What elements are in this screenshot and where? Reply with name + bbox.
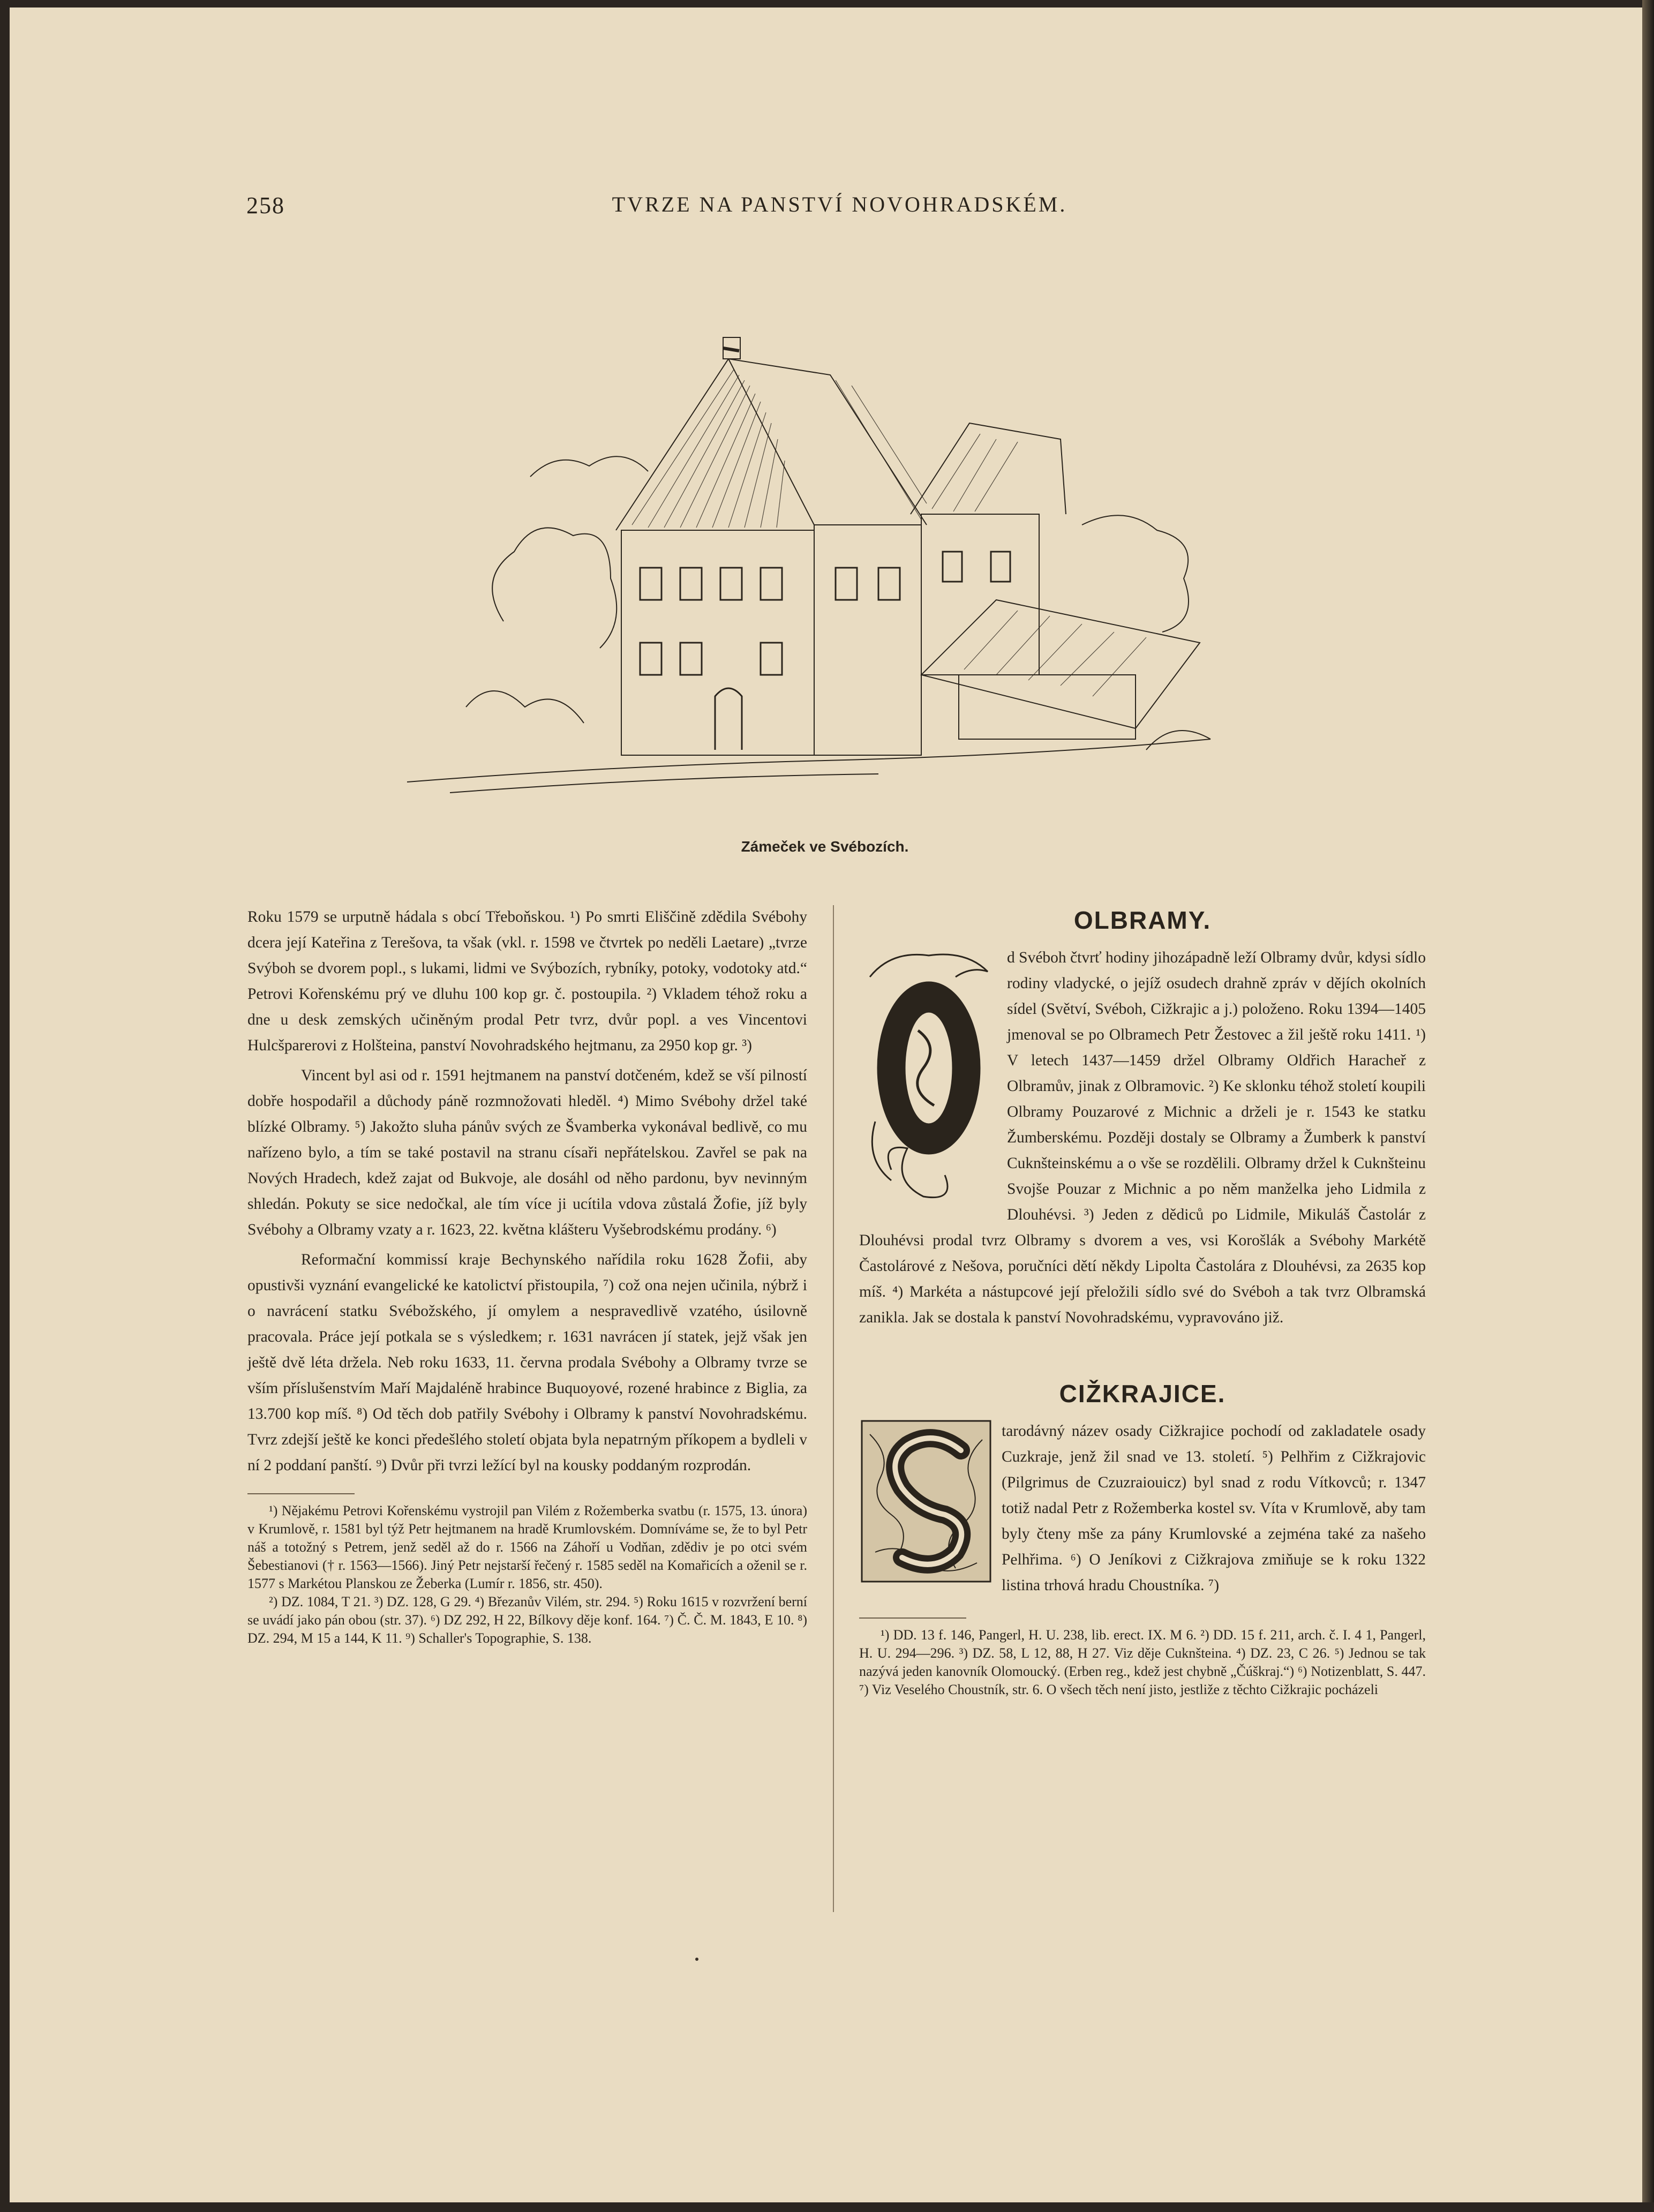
- left-column: [247, 904, 807, 1647]
- page-mark-dot: [695, 1958, 698, 1961]
- column-divider: [833, 905, 834, 1912]
- paragraph-olbramy: d Svéboh čtvrť hodiny jihozápadně leží Olbramy dvůr, kdysi sídlo rodiny vladycké, o jejíž osudech drahně zpráv v dějích okolních sídel (Světví, Svéboh, Cižkrajic a j.) položeno. Roku 1394—1405 jmenoval se po Olbramech Petr Žestovec a žil ještě roku 1411. ¹) V letech 1437—1459 držel Olbramy Oldřich Haracheř z Olbramův, jinak z Olbramovic. ²) Ke sklonku téhož století koupili Olbramy Pouzarové z Michnic a drželi je r. 1543 ke statku Žumberskému. Později dostaly se Olbramy a Žumberk k panství Cuknšteinskému a o vše se rozdělili. Olbramy držel k Cuknšteinu Svojše Pouzar z Michnic a po něm manželka jeho Lidmila z Dlouhévsi. ³) Jeden z dědiců po Lidmile, Mikuláš Častolár z Dlouhévsi prodal tvrz Olbramy s dvorem a ves, vsi Korošlák a Svébohy Markétě Častolárové z Nešova, poručníci dětí někdy Lipolta Častolára z Dlouhévsi, za 2635 kop míš. ⁴) Markéta a nástupcové její přeložili sídlo své do Svéboh a tak tvrz Olbramská zanikla. Jak se dostala k panství Novohradskému, vypravováno již.: [859, 949, 1426, 1326]
- page-header: [246, 192, 1433, 224]
- decorative-initial-o: [859, 945, 998, 1213]
- footnote-separator: [247, 1493, 355, 1494]
- page-edge-left: [0, 0, 10, 2212]
- paragraph: Vincent byl asi od r. 1591 hejtmanem na panství dotčeném, kdež se vší pilností dobře hospodařil a důchody páně rozmnožovati hleděl. ⁴) Mimo Svébohy držel také blízké Olbramy. ⁵) Jakožto sluha pánův svých ze Švamberka vykonával bedlivě, co mu nařízeno bylo, a tím se také postavil na stranu císaři nepřátelskou. Zavřel se pak na Nových Hradech, kdež zajat od Bukvoje, ale dosáhl od něho pardonu, byv nevinným shledán. Pokuty se sice nedočkal, ale tím více ji ucítila vdova zůstalá Žofie, jíž byly Svébohy a Olbramy vzaty a r. 1623, 22. května klášteru Vyšebrodskému prodány. ⁶): [247, 1067, 807, 1238]
- running-title: TVRZE NA PANSTVÍ NOVOHRADSKÉM.: [612, 192, 1067, 216]
- footnote: ¹) Nějakému Petrovi Kořenskému vystrojil pan Vilém z Rožemberka svatbu (r. 1575, 13. února) v Krumlově, r. 1581 byl týž Petr hejtmanem na hradě Krumlovském. Domníváme se, že to byl Petr náš a totožný s Petrem, jenž seděl až do r. 1566 na Záhoří u Vodňan, zdědiv je po otci svém Šebestianovi († r. 1563—1566). Jiný Petr nejstarší řečený r. 1585 seděl na Komařicích a oženil se r. 1577 s Markétou Planskou ze Žeberka (Lumír r. 1856, str. 450).: [247, 1503, 807, 1591]
- section-title-olbramy: OLBRAMY.: [1073, 906, 1212, 934]
- manor-house-engraving: [396, 300, 1253, 830]
- decorative-initial-s: [859, 1418, 993, 1584]
- paragraph: Reformační kommissí kraje Bechynského nařídila roku 1628 Žofii, aby opustivši vyznání evangelické ke katolictví přistoupila, ⁷) což ona nejen učinila, nýbrž i o navrácení statku Svébožského, jí omylem a nespravedlivě vzatého, úsilovně pracovala. Práce její potkala se s výsledkem; r. 1631 navrácen jí statek, jejž však jen ještě dvě léta držela. Neb roku 1633, 11. června prodala Svébohy a Olbramy tvrze se vším příslušenstvím Maří Majdaléně hrabince Buquoyové, rozené hrabince z Biglia, za 13.700 kop míš. ⁸) Od těch dob patřily Svébohy i Olbramy k panství Novohradskému. Tvrz zdejší ještě ke konci předešlého století objata byla nepatrným příkopem a bydleli v ní 2 poddaní panští. ⁹) Dvůr při tvrzi ležící byl na kousky poddaným rozprodán.: [247, 1251, 807, 1474]
- right-column: [859, 904, 1426, 1699]
- footnote: ¹) DD. 13 f. 146, Pangerl, H. U. 238, lib. erect. IX. M 6. ²) DD. 15 f. 211, arch. č. I. 4 1, Pangerl, H. U. 294—296. ³) DZ. 58, L 12, 88, H 27. Viz děje Cuknšteina. ⁴) DZ. 23, C 26. ⁵) Jednou se tak nazývá jeden kanovník Olomoucký. (Erben reg., kdež jest chybně „Čúškraj.“) ⁶) Notizenblatt, S. 447. ⁷) Viz Veselého Choustník, str. 6. O všech těch není jisto, jestliže z těchto Cižkrajic pocházeli: [859, 1627, 1426, 1697]
- footnotes: [247, 1502, 807, 1647]
- footnotes: [859, 1626, 1426, 1699]
- paragraph-cizkrajice: tarodávný název osady Cižkrajice pochodí od zakladatele osady Cuzkraje, jenž žil snad ve 13. století. ⁵) Pelhřim z Cižkrajovic (Pilgrimus de Czuzraiouicz) byl snad z rodu Vítkovců; r. 1347 totiž nadal Petr z Rožemberka kostel sv. Víta v Krumlově, aby tam byly čteny mše za pány Krumlovské a zejména také za našeho Pelhřima. ⁶) O Jeníkovi z Cižkrajova zmiňuje se k roku 1322 listina trhová hradu Choustníka. ⁷): [1002, 1423, 1426, 1594]
- page-edge-right: [1642, 0, 1654, 2212]
- page-edge-top: [0, 0, 1654, 7]
- footnote: ²) DZ. 1084, T 21. ³) DZ. 128, G 29. ⁴) Březanův Vilém, str. 294. ⁵) Roku 1615 v rozvržení berní se uvádí jako pán obou (str. 37). ⁶) DZ 292, H 22, Bílkovy děje konf. 164. ⁷) Č. Č. M. 1843, E 10. ⁸) DZ. 294, M 15 a 144, K 11. ⁹) Schaller's Topographie, S. 138.: [247, 1594, 807, 1646]
- section-title-cizkrajice: CIŽKRAJICE.: [1059, 1380, 1226, 1408]
- page-number: 258: [246, 192, 285, 219]
- paragraph: Roku 1579 se urputně hádala s obcí Třeboňskou. ¹) Po smrti Eliščině zdědila Svébohy dcera její Kateřina z Terešova, ta však (vkl. r. 1598 ve čtvrtek po neděli Laetare) „tvrze Svýboh se dvorem popl., s lukami, lidmi ve Svýbozích, rybníky, potoky, vodotoky atd.“ Petrovi Kořenskému prý ve dluhu 100 kop gr. č. postoupila. ²) Vkladem téhož roku a dne u desk zemských učiněným prodal Petr tvrz, dvůr popl. a ves Vincentovi Hulcšparerovi z Holšteina, panství Novohradského hejtmanu, za 2950 kop gr. ³): [247, 908, 807, 1054]
- illustration-caption: Zámeček ve Svébozích.: [741, 838, 909, 855]
- page-edge-bottom: [0, 2202, 1654, 2212]
- footnote-separator: [859, 1617, 966, 1619]
